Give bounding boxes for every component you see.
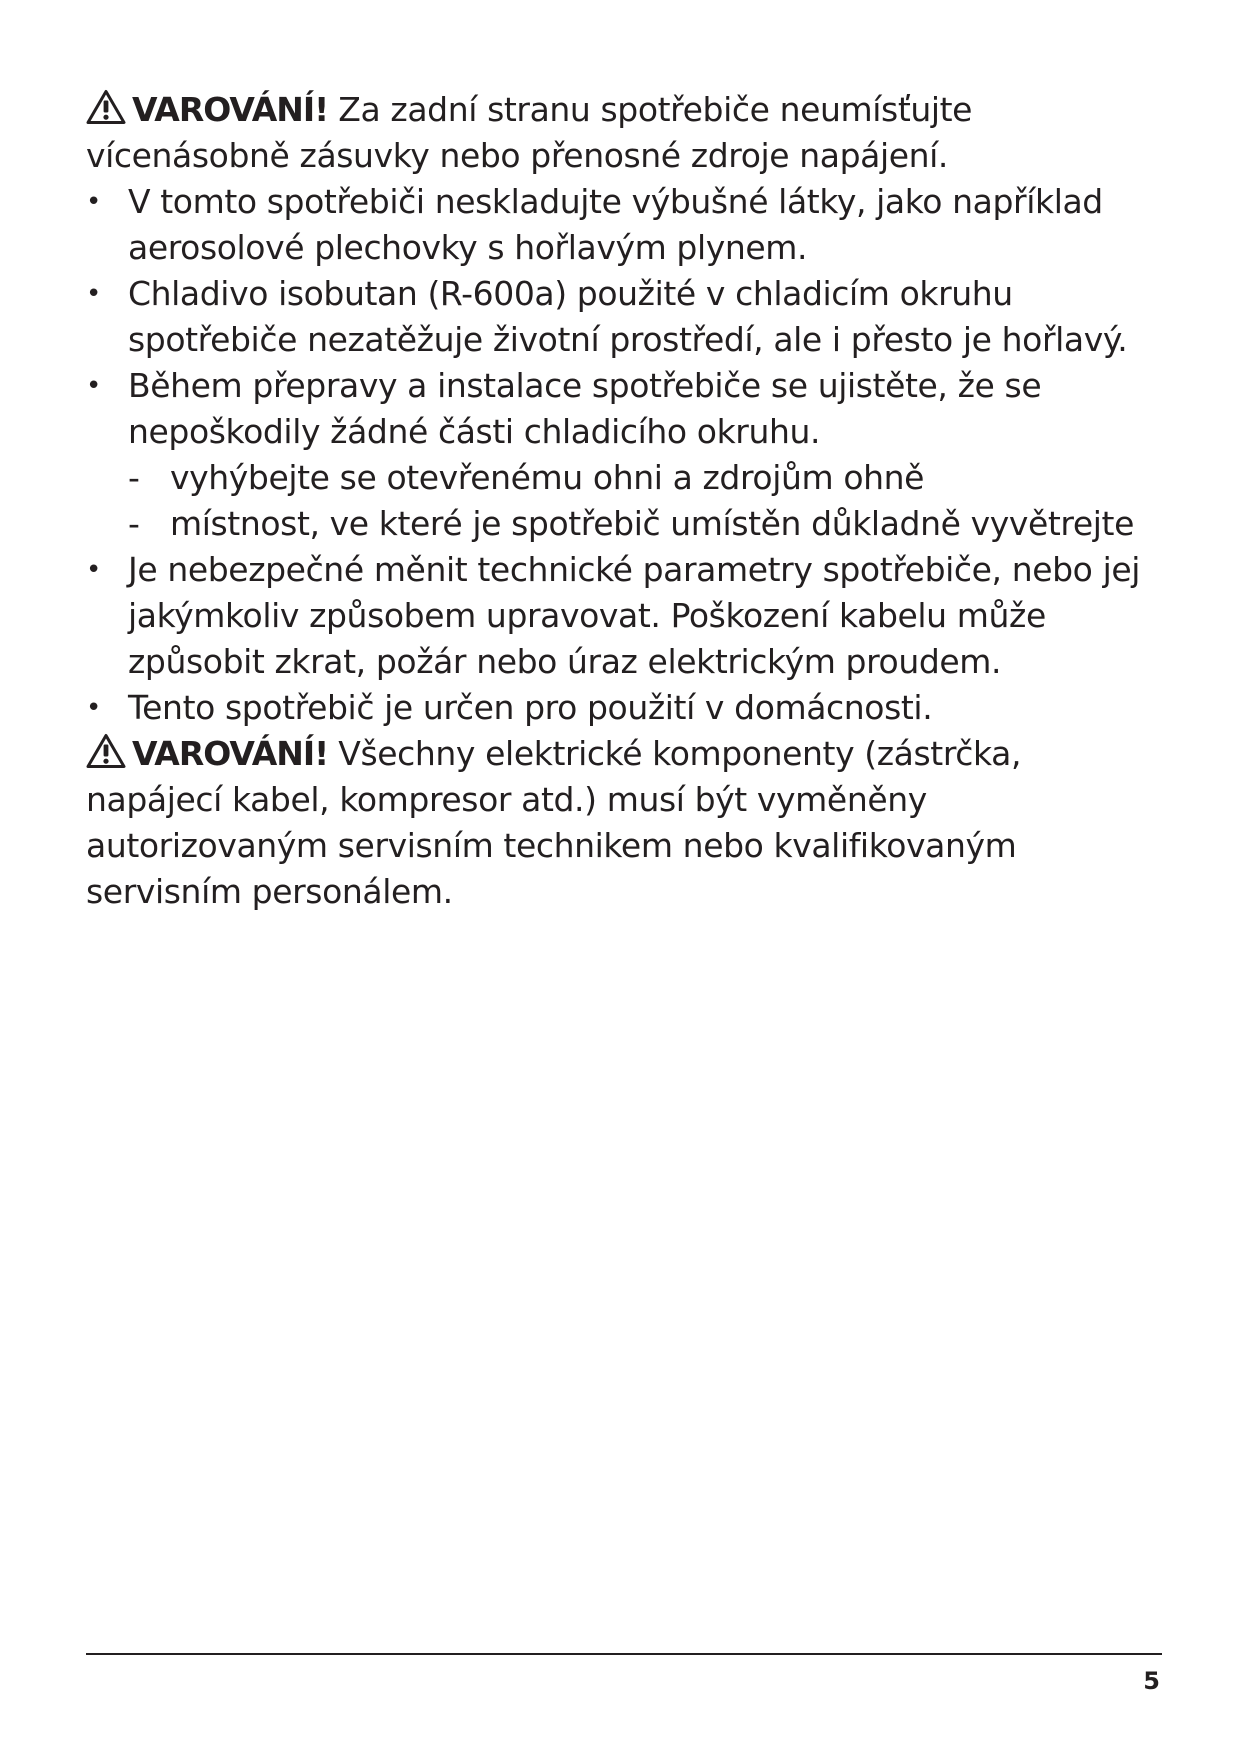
warning-label: VAROVÁNÍ! [132, 90, 329, 129]
warning-triangle-icon [86, 733, 126, 769]
list-item-text: Chladivo isobutan (R-600a) použité v chladicím okruhu spotřebiče nezatěžuje životní prostředí, ale i přesto je hořlavý. [128, 274, 1128, 359]
warning-triangle-icon [86, 89, 126, 125]
page-number: 5 [1143, 1667, 1160, 1695]
list-item [86, 271, 1166, 363]
warning-text: Všechny elektrické komponenty (zástrčka, napájecí kabel, kompresor atd.) musí být vyměněny autorizovaným servisním technikem nebo kvalifikovaným servisním personálem. [86, 734, 1022, 911]
warning-text: Za zadní stranu spotřebiče neumísťujte vícenásobně zásuvky nebo přenosné zdroje napájení. [86, 90, 973, 175]
sub-list-item: - místnost, ve které je spotřebič umístěn důkladně vyvětrejte [128, 501, 1166, 547]
warning-label: VAROVÁNÍ! [132, 734, 329, 773]
list-item [86, 363, 1166, 547]
sub-list [128, 455, 1166, 547]
document-body [86, 87, 1166, 915]
sub-list-item: - vyhýbejte se otevřenému ohni a zdrojům ohně [128, 455, 1166, 501]
list-item [86, 685, 1166, 731]
list-item-text: Je nebezpečné měnit technické parametry spotřebiče, nebo jej jakýmkoliv způsobem upravovat. Poškození kabelu může způsobit zkrat, požár nebo úraz elektrickým proudem. [128, 550, 1141, 681]
list-item [86, 547, 1166, 685]
list-item-text: V tomto spotřebiči neskladujte výbušné látky, jako například aerosolové plechovky s hořlavým plynem. [128, 182, 1103, 267]
warning-paragraph-1 [86, 87, 1166, 179]
warning-paragraph-2 [86, 731, 1166, 915]
footer-divider [86, 1653, 1162, 1655]
list-item-text: Během přepravy a instalace spotřebiče se ujistěte, že se nepoškodily žádné části chladicího okruhu. [128, 366, 1042, 451]
list-item [86, 179, 1166, 271]
safety-bullet-list [86, 179, 1166, 731]
list-item-text: Tento spotřebič je určen pro použití v domácnosti. [128, 688, 933, 727]
